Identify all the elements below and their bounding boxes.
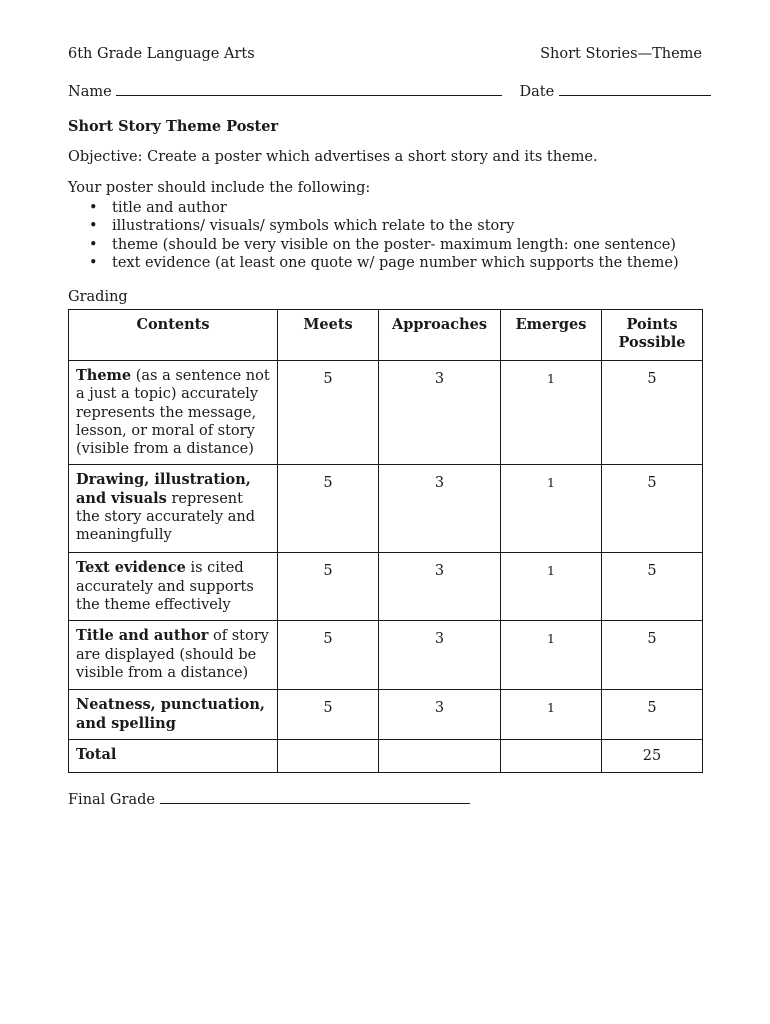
table-header-row bbox=[69, 310, 703, 361]
approaches-score: 3 bbox=[379, 361, 501, 465]
table-row bbox=[69, 361, 703, 465]
total-points: 25 bbox=[602, 740, 703, 773]
emerges-score: 1 bbox=[501, 553, 602, 621]
meets-score: 5 bbox=[278, 553, 379, 621]
criterion-description: of story are displayed (should be visible from a distance) bbox=[76, 628, 269, 682]
criterion-name: Neatness, punctuation, and spelling bbox=[76, 696, 265, 732]
column-header-meets: Meets bbox=[278, 310, 379, 361]
grading-rubric-table bbox=[68, 309, 703, 773]
criterion-cell bbox=[69, 553, 278, 621]
criterion-name: Drawing, illustration, and visuals bbox=[76, 471, 251, 507]
emerges-score: 1 bbox=[501, 465, 602, 553]
criterion-cell bbox=[69, 361, 278, 465]
column-header-contents: Contents bbox=[69, 310, 278, 361]
approaches-score: 3 bbox=[379, 621, 501, 690]
date-blank bbox=[559, 83, 711, 96]
list-item: • title and author bbox=[68, 199, 679, 217]
criterion-name: Title and author bbox=[76, 627, 209, 645]
table-row bbox=[69, 553, 703, 621]
criterion-name: Theme bbox=[76, 367, 132, 384]
approaches-score: 3 bbox=[379, 553, 501, 621]
date-label: Date bbox=[519, 84, 555, 100]
emerges-score: 1 bbox=[501, 361, 602, 465]
final-grade-label: Final Grade bbox=[68, 792, 155, 808]
course-title: 6th Grade Language Arts bbox=[68, 46, 255, 62]
meets-score: 5 bbox=[278, 690, 379, 740]
meets-score: 5 bbox=[278, 361, 379, 465]
table-row bbox=[69, 465, 703, 553]
meets-score: 5 bbox=[278, 621, 379, 690]
total-approaches-cell bbox=[379, 740, 501, 773]
page-header bbox=[68, 46, 702, 66]
criterion-cell bbox=[69, 621, 278, 690]
grading-label: Grading bbox=[68, 289, 128, 305]
name-label: Name bbox=[68, 84, 112, 100]
list-item: • theme (should be very visible on the poster- maximum length: one sentence) bbox=[68, 236, 679, 254]
emerges-score: 1 bbox=[501, 621, 602, 690]
list-item: • illustrations/ visuals/ symbols which relate to the story bbox=[68, 217, 679, 235]
assignment-title: Short Story Theme Poster bbox=[68, 118, 279, 135]
total-row bbox=[69, 740, 703, 773]
final-grade-line bbox=[68, 791, 470, 808]
criterion-description: (as a sentence not a just a topic) accurately represents the message, lesson, or moral of story (visible from a distance) bbox=[76, 368, 270, 458]
unit-title: Short Stories—Theme bbox=[540, 46, 702, 62]
criterion-cell bbox=[69, 690, 278, 740]
points-possible: 5 bbox=[602, 465, 703, 553]
points-possible: 5 bbox=[602, 361, 703, 465]
table-row bbox=[69, 621, 703, 690]
approaches-score: 3 bbox=[379, 690, 501, 740]
name-date-line bbox=[68, 83, 702, 100]
points-possible: 5 bbox=[602, 621, 703, 690]
column-header-emerges: Emerges bbox=[501, 310, 602, 361]
list-item: • text evidence (at least one quote w/ page number which supports the theme) bbox=[68, 254, 679, 272]
column-header-approaches: Approaches bbox=[379, 310, 501, 361]
name-blank bbox=[116, 83, 502, 96]
meets-score: 5 bbox=[278, 465, 379, 553]
approaches-score: 3 bbox=[379, 465, 501, 553]
column-header-points-possible: Points Possible bbox=[602, 310, 703, 361]
criterion-description: is cited accurately and supports the theme effectively bbox=[76, 560, 254, 614]
criterion-description: represent the story accurately and meaningfully bbox=[76, 490, 255, 544]
total-emerges-cell bbox=[501, 740, 602, 773]
total-meets-cell bbox=[278, 740, 379, 773]
points-possible: 5 bbox=[602, 690, 703, 740]
emerges-score: 1 bbox=[501, 690, 602, 740]
table-row bbox=[69, 690, 703, 740]
points-possible: 5 bbox=[602, 553, 703, 621]
instructions-text: Your poster should include the following: bbox=[68, 180, 371, 196]
final-grade-blank bbox=[160, 791, 470, 804]
criterion-cell bbox=[69, 465, 278, 553]
objective-text: Objective: Create a poster which advertises a short story and its theme. bbox=[68, 149, 598, 165]
criterion-name: Text evidence bbox=[76, 559, 186, 577]
total-label: Total bbox=[69, 740, 278, 773]
requirements-list bbox=[68, 199, 679, 272]
